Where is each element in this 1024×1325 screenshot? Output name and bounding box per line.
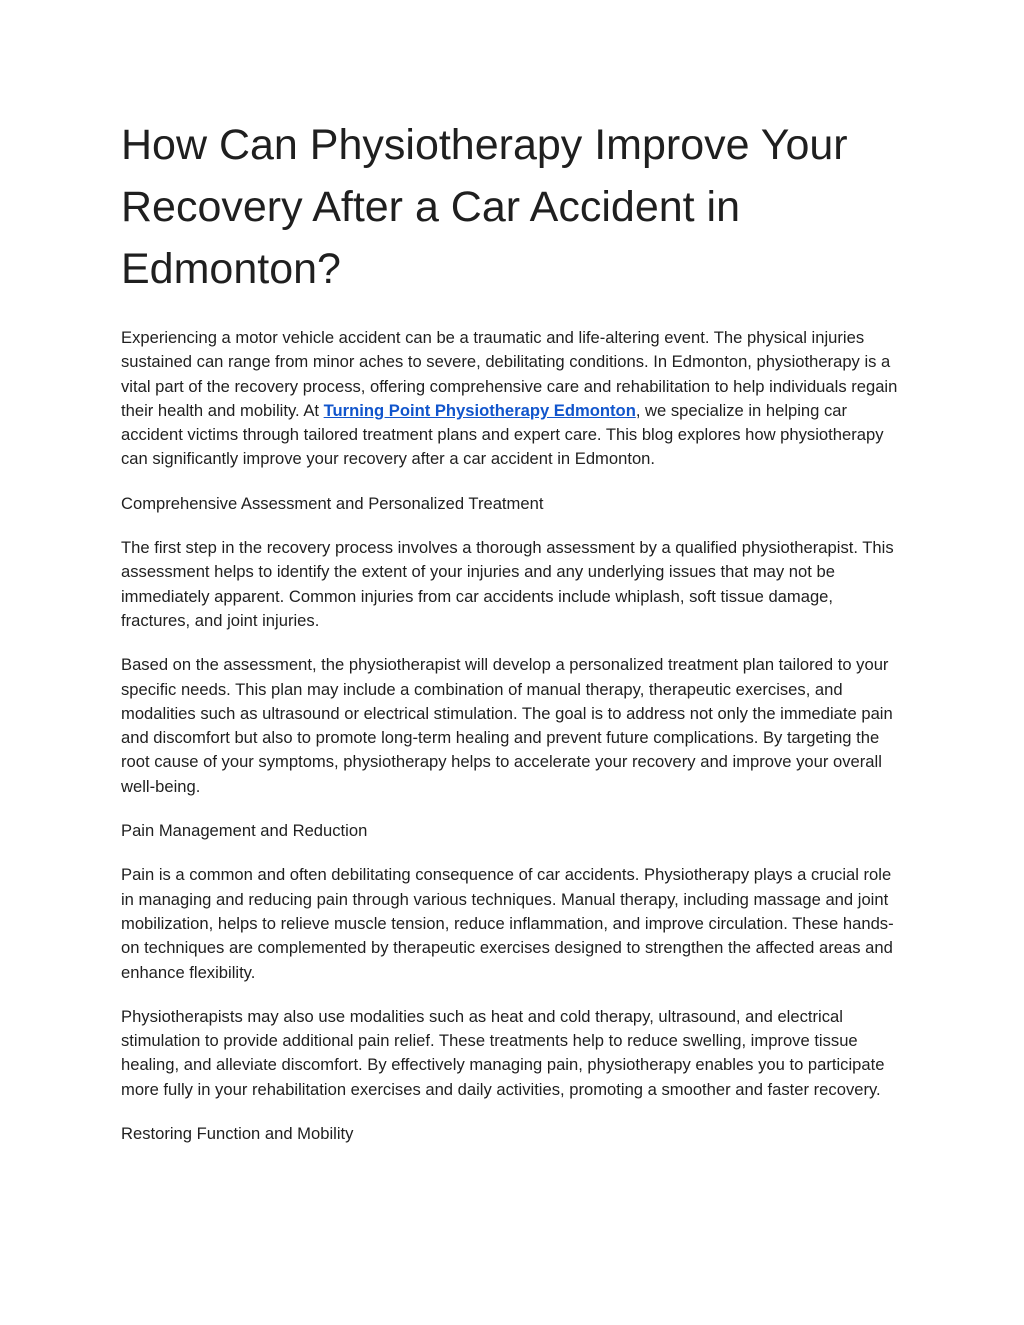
document-title: How Can Physiotherapy Improve Your Recovery After a Car Accident in Edmonton?	[121, 121, 848, 293]
section-heading-pain-management: Pain Management and Reduction	[121, 821, 368, 841]
paragraph-pain-management-1: Pain is a common and often debilitating consequence of car accidents. Physiotherapy plays a crucial role in managing and reducing pain through various techniques. Manual therapy, including massage and joint mobilization, helps to relieve muscle tension, reduce inflammation, and improve circulation. These hands-on techniques are complemented by therapeutic exercises designed to strengthen the affected areas and enhance flexibility.	[121, 865, 894, 982]
section-heading-restoring-function: Restoring Function and Mobility	[121, 1124, 354, 1144]
paragraph-assessment-1: The first step in the recovery process involves a thorough assessment by a qualified physiotherapist. This assessment helps to identify the extent of your injuries and any underlying issues that may not be immediately apparent. Common injuries from car accidents include whiplash, soft tissue damage, fractures, and joint injuries.	[121, 538, 894, 630]
document-body	[121, 114, 901, 1166]
turning-point-physiotherapy-link[interactable]: Turning Point Physiotherapy Edmonton	[323, 400, 636, 420]
intro-text-before-link: Experiencing a motor vehicle accident can be a traumatic and life-altering event. The physical injuries sustained can range from minor aches to severe, debilitating conditions. In Edmonton, physiotherapy is a vital part of the recovery process, offering comprehensive care and rehabilitation to help individuals regain their health and mobility. At	[121, 328, 898, 420]
paragraph-assessment-2: Based on the assessment, the physiotherapist will develop a personalized treatment plan tailored to your specific needs. This plan may include a combination of manual therapy, therapeutic exercises, and modalities such as ultrasound or electrical stimulation. The goal is to address not only the immediate pain and discomfort but also to promote long-term healing and prevent future complications. By targeting the root cause of your symptoms, physiotherapy helps to accelerate your recovery and improve your overall well-being.	[121, 655, 893, 796]
section-heading-assessment: Comprehensive Assessment and Personalized Treatment	[121, 493, 544, 513]
intro-paragraph	[121, 326, 901, 472]
intro-text-after-link: , we specialize in helping car accident victims through tailored treatment plans and expert care. This blog explores how physiotherapy can significantly improve your recovery after a car accident in Edmonton.	[121, 400, 884, 469]
paragraph-pain-management-2: Physiotherapists may also use modalities such as heat and cold therapy, ultrasound, and electrical stimulation to provide additional pain relief. These treatments help to reduce swelling, improve tissue healing, and alleviate discomfort. By effectively managing pain, physiotherapy enables you to participate more fully in your rehabilitation exercises and daily activities, promoting a smoother and faster recovery.	[121, 1006, 885, 1099]
